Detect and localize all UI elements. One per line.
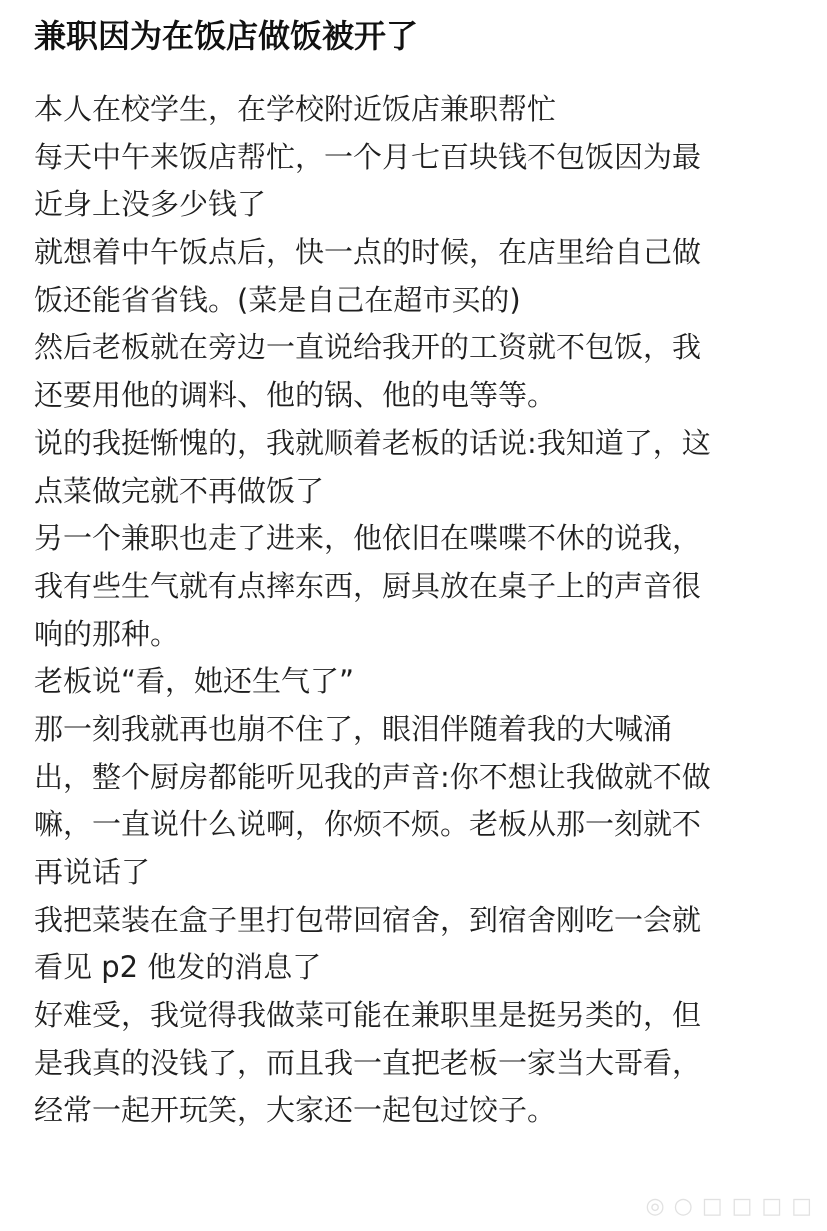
post-title: 兼职因为在饭店做饭被开了 bbox=[34, 17, 419, 55]
body-line: 那一刻我就再也崩不住了，眼泪伴随着我的大喊涌 bbox=[34, 711, 673, 746]
body-line: 好难受，我觉得我做菜可能在兼职里是挺另类的，但 bbox=[34, 998, 702, 1033]
body-line: 还要用他的调料、他的锅、他的电等等。 bbox=[34, 378, 557, 413]
body-line: 另一个兼职也走了进来，他依旧在喋喋不休的说我， bbox=[34, 521, 702, 556]
body-line: 就想着中午饭点后，快一点的时候，在店里给自己做 bbox=[34, 235, 702, 270]
body-line: 经常一起开玩笑，大家还一起包过饺子。 bbox=[34, 1093, 557, 1128]
body-line: 我有些生气就有点摔东西，厨具放在桌子上的声音很 bbox=[34, 568, 702, 603]
post-container bbox=[34, 0, 804, 1135]
body-line: 点菜做完就不再做饭了 bbox=[34, 473, 325, 508]
body-line: 嘛，一直说什么说啊，你烦不烦。老板从那一刻就不 bbox=[34, 807, 702, 842]
body-line: 说的我挺惭愧的，我就顺着老板的话说:我知道了，这 bbox=[34, 425, 711, 460]
post-body bbox=[34, 86, 804, 1135]
watermark: ◎ ○ □ □ □ □ bbox=[645, 1194, 813, 1219]
body-line: 本人在校学生，在学校附近饭店兼职帮忙 bbox=[34, 92, 557, 126]
body-line: 出，整个厨房都能听见我的声音:你不想让我做就不做 bbox=[34, 759, 711, 794]
body-line: 看见 p2 他发的消息了 bbox=[34, 950, 322, 985]
body-line: 老板说“看，她还生气了” bbox=[34, 664, 355, 699]
body-line: 响的那种。 bbox=[34, 616, 180, 651]
body-line: 近身上没多少钱了 bbox=[34, 187, 267, 222]
body-line: 是我真的没钱了，而且我一直把老板一家当大哥看， bbox=[34, 1045, 702, 1080]
body-line: 再说话了 bbox=[34, 855, 151, 889]
body-line: 然后老板就在旁边一直说给我开的工资就不包饭，我 bbox=[34, 330, 702, 365]
body-line: 我把菜装在盒子里打包带回宿舍，到宿舍刚吃一会就 bbox=[34, 902, 702, 937]
body-line: 每天中午来饭店帮忙，一个月七百块钱不包饭因为最 bbox=[34, 139, 702, 174]
body-line: 饭还能省省钱。(菜是自己在超市买的) bbox=[34, 282, 521, 317]
